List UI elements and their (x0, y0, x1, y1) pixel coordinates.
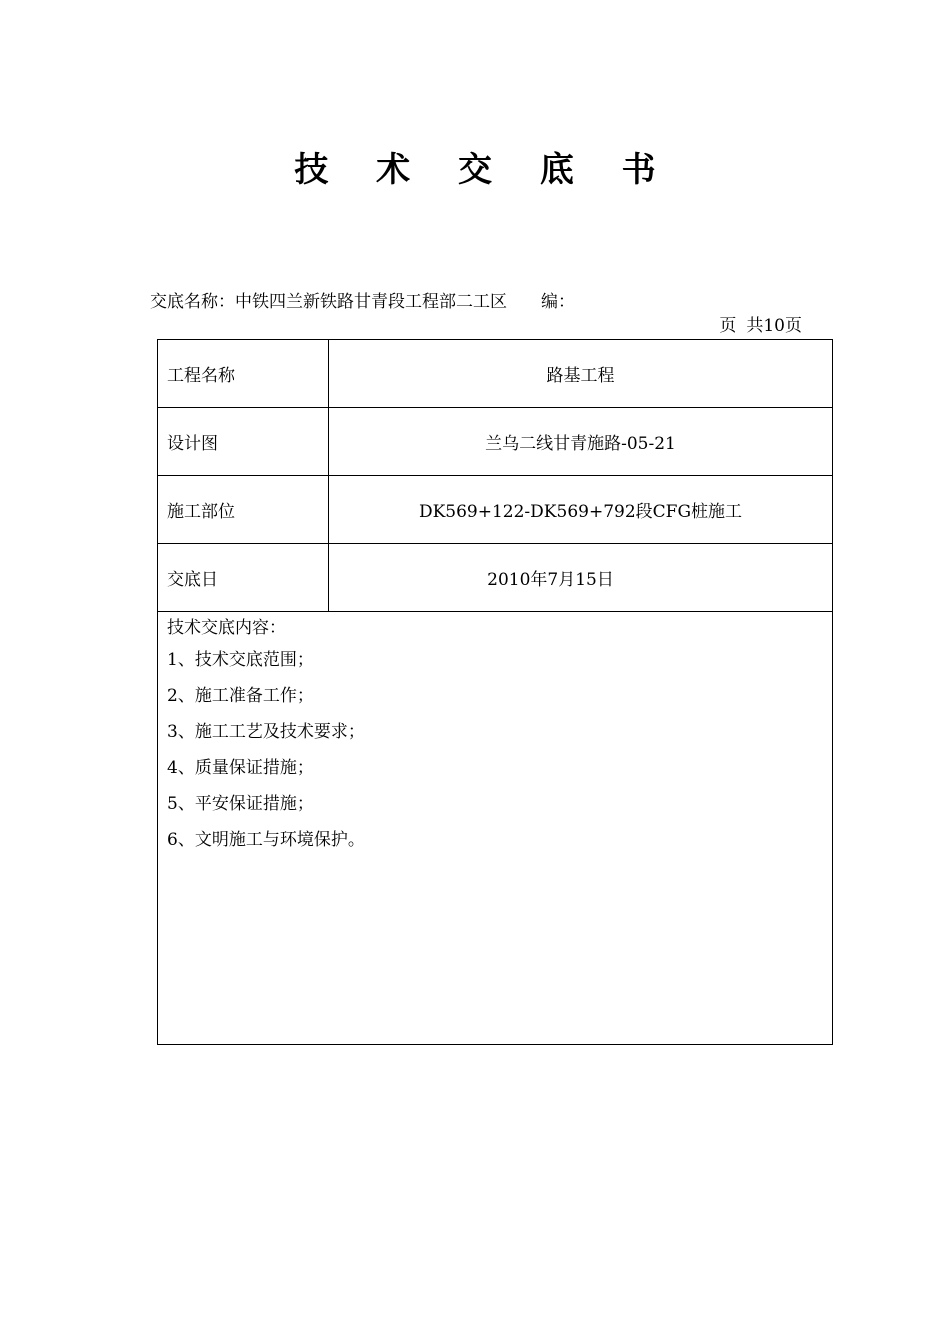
row-label-disclosure-date: 交底日 (158, 544, 329, 612)
row-value-disclosure-date (329, 544, 833, 612)
list-item: 4、质量保证措施； (167, 758, 314, 778)
list-item: 3、施工工艺及技术要求； (167, 722, 365, 742)
list-item: 5、平安保证措施； (167, 794, 314, 814)
row-label-design-drawing: 设计图 (158, 408, 329, 476)
row-label-project-name: 工程名称 (158, 340, 329, 408)
page-count (719, 314, 802, 338)
list-item: 6、文明施工与环境保护。 (167, 830, 365, 850)
list-item: 1、技术交底范围； (167, 650, 314, 670)
row-value-construction-section (329, 476, 833, 544)
construction-section-text: DK569+122-DK569+792段CFG桩施工 (418, 502, 743, 522)
name-value: 中铁四兰新铁路甘青段工程部二工区 (235, 292, 507, 312)
name-label: 交底名称： (150, 292, 235, 312)
disclosure-date-text: 2010年7月15日 (487, 570, 614, 590)
row-value-project-name (329, 340, 833, 408)
document-meta-line (150, 290, 575, 314)
row-value-design-drawing (329, 408, 833, 476)
disclosure-content-cell (158, 612, 833, 1045)
table-row (158, 476, 833, 544)
table-row (158, 408, 833, 476)
design-drawing-text: 兰乌二线甘青施路-05-21 (485, 434, 676, 454)
page-title: 技 术 交 底 书 (294, 150, 674, 190)
table-row (158, 340, 833, 408)
project-name-text: 路基工程 (546, 366, 615, 386)
table-row (158, 544, 833, 612)
disclosure-table (157, 339, 833, 1045)
page-label: 页 (719, 316, 737, 336)
number-label: 编： (541, 292, 575, 312)
content-heading: 技术交底内容： (167, 618, 286, 638)
row-label-construction-section: 施工部位 (158, 476, 329, 544)
list-item: 2、施工准备工作； (167, 686, 314, 706)
page-total: 共10页 (746, 316, 802, 336)
